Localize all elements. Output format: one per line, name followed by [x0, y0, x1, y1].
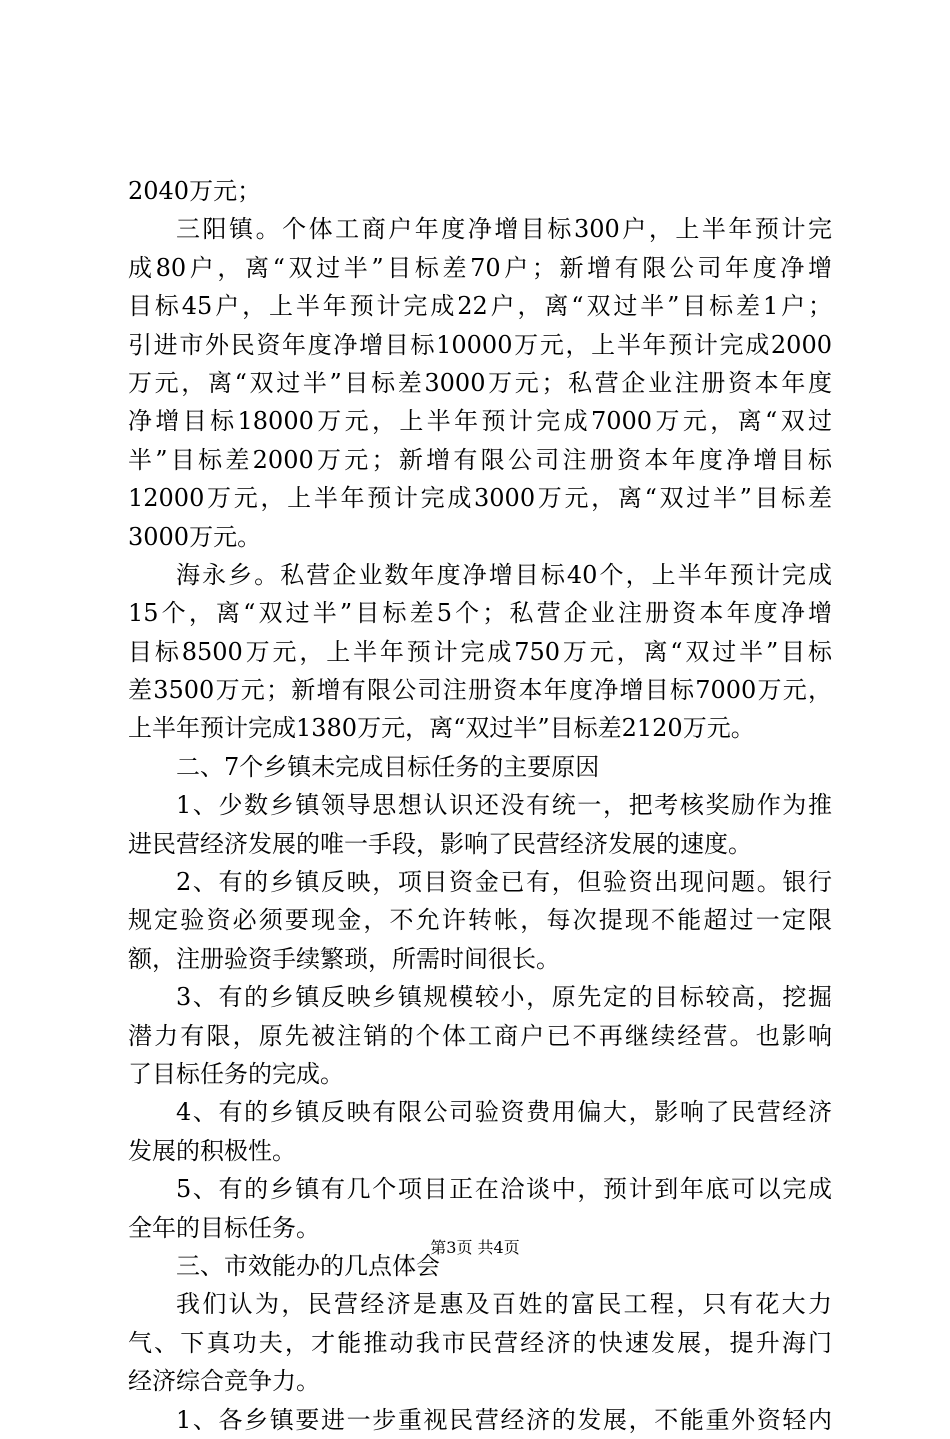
text-line: 半”目标差2000万元；新增有限公司注册资本年度净增目标 — [128, 445, 832, 474]
text-line: 3000万元。 — [128, 522, 262, 551]
text-line: 发展的积极性。 — [128, 1136, 296, 1165]
text-line: 额，注册验资手续繁琐，所需时间很长。 — [128, 944, 560, 973]
text-line: 2、有的乡镇反映，项目资金已有，但验资出现问题。银行 — [176, 868, 832, 897]
text-line: 万元，离“双过半”目标差3000万元；私营企业注册资本年度 — [128, 368, 832, 397]
text-line: 海永乡。私营企业数年度净增目标40个，上半年预计完成 — [176, 560, 832, 589]
page-footer: 第3页 共4页 — [430, 1238, 520, 1257]
text-line: 1、少数乡镇领导思想认识还没有统一，把考核奖励作为推 — [176, 791, 832, 820]
text-line: 12000万元，上半年预计完成3000万元，离“双过半”目标差 — [128, 484, 832, 513]
text-line: 净增目标18000万元，上半年预计完成7000万元，离“双过 — [128, 407, 832, 436]
text-line: 了目标任务的完成。 — [128, 1059, 344, 1088]
text-line: 5、有的乡镇有几个项目正在洽谈中，预计到年底可以完成 — [176, 1175, 832, 1204]
text-line: 气、下真功夫，才能推动我市民营经济的快速发展，提升海门 — [128, 1328, 832, 1357]
text-line: 4、有的乡镇反映有限公司验资费用偏大，影响了民营经济 — [176, 1098, 832, 1127]
text-line: 规定验资必须要现金，不允许转帐，每次提现不能超过一定限 — [128, 906, 832, 935]
text-line: 目标45户，上半年预计完成22户，离“双过半”目标差1户； — [128, 292, 832, 321]
text-line: 二、7个乡镇未完成目标任务的主要原因 — [176, 752, 600, 781]
text-line: 2040万元； — [128, 177, 262, 205]
text-line: 潜力有限，原先被注销的个体工商户已不再继续经营。也影响 — [128, 1021, 832, 1050]
text-line: 3、有的乡镇反映乡镇规模较小，原先定的目标较高，挖掘 — [176, 983, 832, 1012]
text-line: 进民营经济发展的唯一手段，影响了民营经济发展的速度。 — [128, 829, 752, 858]
text-line: 1、各乡镇要进一步重视民营经济的发展，不能重外资轻内 — [176, 1405, 832, 1434]
text-line: 全年的目标任务。 — [128, 1213, 320, 1242]
text-line: 差3500万元；新增有限公司注册资本年度净增目标7000万元， — [128, 676, 832, 705]
text-line: 三、市效能办的几点体会 — [176, 1251, 440, 1280]
text-line: 经济综合竞争力。 — [128, 1367, 320, 1396]
text-line: 目标8500万元，上半年预计完成750万元，离“双过半”目标 — [128, 637, 832, 666]
text-line: 引进市外民资年度净增目标10000万元，上半年预计完成2000 — [128, 330, 832, 359]
text-line: 上半年预计完成1380万元，离“双过半”目标差2120万元。 — [128, 714, 755, 743]
text-line: 成80户，离“双过半”目标差70户；新增有限公司年度净增 — [128, 253, 832, 282]
text-line: 三阳镇。个体工商户年度净增目标300户，上半年预计完 — [176, 215, 832, 244]
text-line: 15个，离“双过半”目标差5个；私营企业注册资本年度净增 — [128, 599, 832, 628]
text-line: 我们认为，民营经济是惠及百姓的富民工程，只有花大力 — [176, 1290, 832, 1319]
